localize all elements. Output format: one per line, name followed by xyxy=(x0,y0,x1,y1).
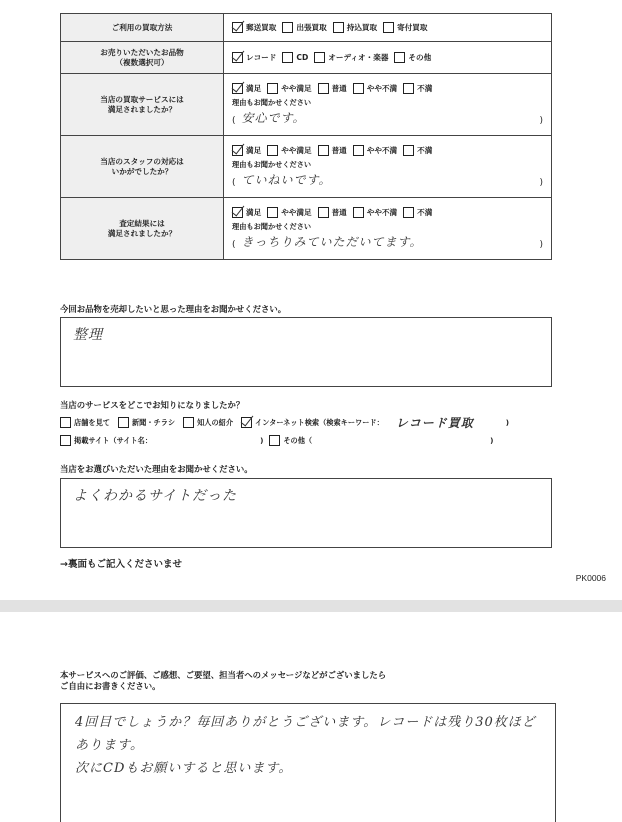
checkbox-empty-icon[interactable] xyxy=(267,83,278,94)
paren-open: ( xyxy=(232,240,236,250)
checkbox-label: 普通 xyxy=(331,208,347,217)
source-options-row2 xyxy=(60,435,493,446)
checkbox-empty-icon[interactable] xyxy=(183,417,194,428)
reason-label: 理由もお聞かせください xyxy=(232,160,312,169)
survey-row-options xyxy=(224,14,552,42)
checkbox-label: 持込買取 xyxy=(346,23,378,32)
checkbox-label: やや不満 xyxy=(366,146,398,155)
survey-row-label: 当店の買取サービスには 満足されましたか？ xyxy=(61,74,224,136)
reason-input[interactable] xyxy=(232,109,543,126)
checkbox-option[interactable] xyxy=(267,83,311,94)
checkbox-empty-icon[interactable] xyxy=(403,145,414,156)
free-comment-line1: 4回目でしょうか？毎回ありがとうございます。レコードは残り30枚ほどあります。 xyxy=(75,715,536,753)
checkbox-option[interactable] xyxy=(269,435,312,446)
survey-row xyxy=(61,136,552,198)
checkbox-option[interactable] xyxy=(232,145,261,156)
checkbox-label: 新聞・チラシ xyxy=(131,417,176,427)
checkbox-empty-icon[interactable] xyxy=(394,52,405,63)
checkbox-option[interactable] xyxy=(314,52,388,63)
checkbox-empty-icon[interactable] xyxy=(383,22,394,33)
checkbox-option[interactable] xyxy=(403,207,432,218)
survey-page-back xyxy=(0,612,622,822)
checkbox-empty-icon[interactable] xyxy=(60,435,71,446)
checkbox-option[interactable] xyxy=(353,145,397,156)
checkbox-option[interactable] xyxy=(232,207,261,218)
paren-open: ( xyxy=(232,178,236,188)
checkbox-option[interactable] xyxy=(241,417,384,428)
checkbox-label: 掲載サイト（サイト名： xyxy=(74,435,153,445)
survey-row-options xyxy=(224,74,552,136)
option-group xyxy=(232,22,543,33)
checkbox-label: やや不満 xyxy=(366,208,398,217)
turn-over-note: →裏面もご記入くださいませ xyxy=(60,559,182,570)
survey-row-label: 査定結果には 満足されましたか？ xyxy=(61,198,224,260)
checkbox-option[interactable] xyxy=(232,52,276,63)
checkbox-empty-icon[interactable] xyxy=(403,207,414,218)
checkbox-option[interactable] xyxy=(232,83,261,94)
sell-reason-question: 今回お品物を売却したいと思った理由をお聞かせください。 xyxy=(60,304,287,314)
checkbox-label: 普通 xyxy=(331,146,347,155)
checkbox-label: 満足 xyxy=(246,208,262,217)
checkbox-label: CD xyxy=(296,53,309,62)
checkbox-label: インターネット検索（検索キーワード： xyxy=(255,417,384,427)
page-divider xyxy=(0,600,622,612)
choose-reason-answer-box[interactable] xyxy=(60,478,552,548)
option-group xyxy=(232,83,543,94)
checkbox-empty-icon[interactable] xyxy=(282,52,293,63)
checkbox-option[interactable] xyxy=(353,207,397,218)
checkbox-empty-icon[interactable] xyxy=(333,22,344,33)
checkbox-empty-icon[interactable] xyxy=(282,22,293,33)
checkbox-empty-icon[interactable] xyxy=(118,417,129,428)
paren-close: ) xyxy=(539,178,543,188)
checkbox-label: 普通 xyxy=(331,84,347,93)
checkbox-option[interactable] xyxy=(267,145,311,156)
survey-row-options xyxy=(224,42,552,74)
paren-close: ) xyxy=(539,240,543,250)
checkbox-empty-icon[interactable] xyxy=(314,52,325,63)
checkbox-label: 不満 xyxy=(417,208,433,217)
survey-row-label: ご利用の買取方法 xyxy=(61,14,224,42)
reason-label: 理由もお聞かせください xyxy=(232,98,312,107)
choose-reason-question: 当店をお選びいただいた理由をお聞かせください。 xyxy=(60,464,253,474)
survey-table xyxy=(60,13,552,260)
checkbox-empty-icon[interactable] xyxy=(60,417,71,428)
option-group xyxy=(232,207,543,218)
paren-open: ( xyxy=(232,116,236,126)
checkbox-option[interactable] xyxy=(183,417,233,428)
checkbox-checked-icon[interactable] xyxy=(232,83,243,94)
checkbox-option[interactable] xyxy=(383,22,427,33)
checkbox-option[interactable] xyxy=(403,83,432,94)
survey-row xyxy=(61,74,552,136)
checkbox-empty-icon[interactable] xyxy=(353,207,364,218)
checkbox-option[interactable] xyxy=(118,417,175,428)
free-comment-line2: 次にCDもお願いすると思います。 xyxy=(75,760,293,776)
checkbox-label: やや満足 xyxy=(281,146,312,155)
free-comment-question-text: 本サービスへのご評価、ご感想、ご要望、担当者へのメッセージなどがございましたら ご自由にお書きください。 xyxy=(60,670,387,692)
checkbox-label: その他（ xyxy=(283,435,313,445)
source-options-row1 xyxy=(60,414,509,431)
checkbox-option[interactable] xyxy=(232,22,276,33)
checkbox-option[interactable] xyxy=(282,22,326,33)
checkbox-label: 郵送買取 xyxy=(246,23,277,32)
sell-reason-answer: 整理 xyxy=(73,327,103,343)
checkbox-label: レコード xyxy=(246,53,277,62)
checkbox-option[interactable] xyxy=(318,207,347,218)
sell-reason-answer-box[interactable] xyxy=(60,317,552,387)
checkbox-label: 寄付買取 xyxy=(397,23,428,32)
survey-row-options xyxy=(224,198,552,260)
free-comment-question xyxy=(60,670,530,693)
survey-row xyxy=(61,14,552,42)
checkbox-empty-icon[interactable] xyxy=(403,83,414,94)
paren-close: ) xyxy=(490,436,494,445)
checkbox-label: その他 xyxy=(408,53,432,62)
checkbox-label: やや満足 xyxy=(281,84,312,93)
survey-row xyxy=(61,198,552,260)
checkbox-checked-icon[interactable] xyxy=(232,145,243,156)
checkbox-option[interactable] xyxy=(394,52,431,63)
search-keyword-text[interactable]: レコード買取 xyxy=(395,416,474,430)
reason-label: 理由もお聞かせください xyxy=(232,222,312,231)
source-question: 当店のサービスをどこでお知りになりましたか？ xyxy=(60,400,245,410)
survey-row xyxy=(61,42,552,74)
reason-text: ていねいです。 xyxy=(241,173,332,187)
reason-text: 安心です。 xyxy=(241,111,306,125)
checkbox-empty-icon[interactable] xyxy=(267,145,278,156)
checkbox-label: 知人の紹介 xyxy=(197,417,234,427)
checkbox-label: オーディオ・楽器 xyxy=(328,53,389,62)
checkbox-label: やや不満 xyxy=(366,84,398,93)
checkbox-label: 店舗を見て xyxy=(74,417,110,427)
reason-input[interactable] xyxy=(232,233,543,250)
checkbox-label: 不満 xyxy=(417,146,433,155)
checkbox-option[interactable] xyxy=(267,207,311,218)
reason-input[interactable] xyxy=(232,171,543,188)
checkbox-checked-icon[interactable] xyxy=(232,52,243,63)
choose-reason-answer: よくわかるサイトだった xyxy=(73,488,238,504)
checkbox-checked-icon[interactable] xyxy=(232,22,243,33)
paren-close: ) xyxy=(539,116,543,126)
checkbox-label: 出張買取 xyxy=(296,23,327,32)
checkbox-option[interactable] xyxy=(318,83,347,94)
checkbox-checked-icon[interactable] xyxy=(241,417,252,428)
checkbox-option[interactable] xyxy=(318,145,347,156)
survey-row-options xyxy=(224,136,552,198)
checkbox-option[interactable] xyxy=(282,52,308,63)
checkbox-option[interactable] xyxy=(353,83,397,94)
checkbox-empty-icon[interactable] xyxy=(267,207,278,218)
survey-row-label: お売りいただいたお品物 （複数選択可） xyxy=(61,42,224,74)
checkbox-empty-icon[interactable] xyxy=(318,207,329,218)
option-group xyxy=(232,145,543,156)
form-code: PK0006 xyxy=(575,573,606,583)
survey-row-label: 当店のスタッフの対応は いかがでしたか？ xyxy=(61,136,224,198)
checkbox-empty-icon[interactable] xyxy=(353,83,364,94)
checkbox-label: 満足 xyxy=(246,84,262,93)
free-comment-box[interactable] xyxy=(60,703,556,822)
checkbox-option[interactable] xyxy=(403,145,432,156)
checkbox-option[interactable] xyxy=(60,435,152,446)
paren-close: ) xyxy=(260,436,264,445)
option-group xyxy=(232,52,543,63)
checkbox-empty-icon[interactable] xyxy=(318,145,329,156)
checkbox-empty-icon[interactable] xyxy=(318,83,329,94)
checkbox-empty-icon[interactable] xyxy=(353,145,364,156)
checkbox-label: 満足 xyxy=(246,146,262,155)
checkbox-option[interactable] xyxy=(60,417,110,428)
checkbox-empty-icon[interactable] xyxy=(269,435,280,446)
reason-text: きっちりみていただいてます。 xyxy=(241,235,423,249)
checkbox-option[interactable] xyxy=(333,22,377,33)
checkbox-label: やや満足 xyxy=(281,208,312,217)
checkbox-checked-icon[interactable] xyxy=(232,207,243,218)
paren-close: ) xyxy=(505,418,510,427)
checkbox-label: 不満 xyxy=(417,84,433,93)
